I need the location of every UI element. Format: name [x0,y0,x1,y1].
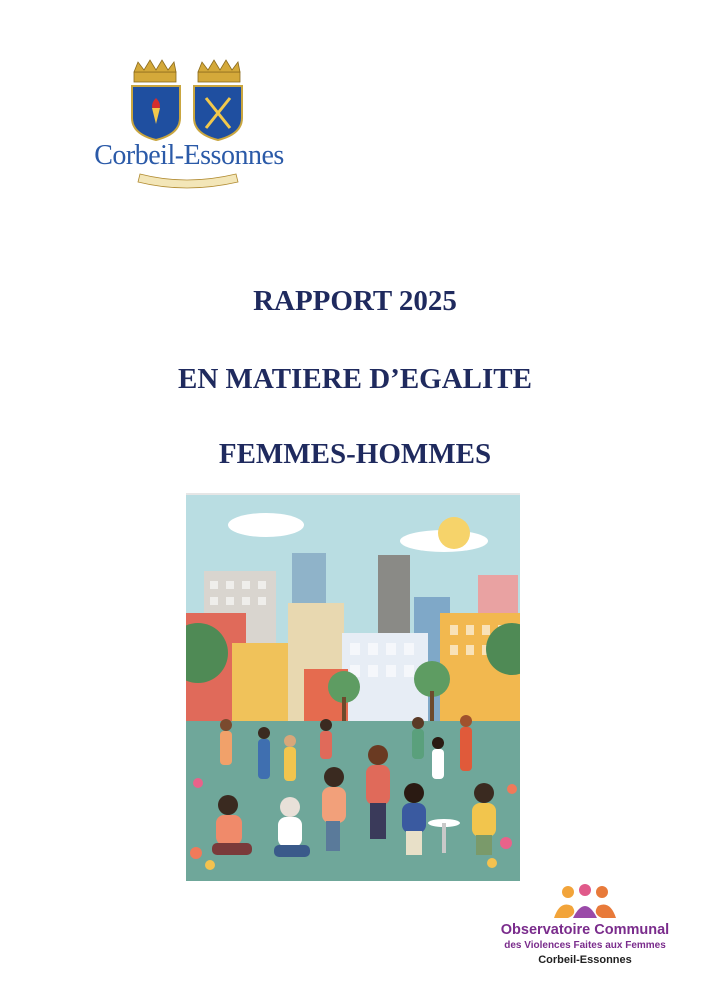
coat-of-arms-icon [86,58,292,194]
title-line-1: RAPPORT 2025 [253,285,457,317]
observatoire-logo [480,884,690,974]
city-crowd-illustration [186,493,520,881]
title-line-3: FEMMES-HOMMES [218,438,492,470]
observatoire-title: Observatoire Communal [500,922,670,938]
cover-illustration [186,493,520,881]
title-line-2: EN MATIERE D’EGALITE [178,363,532,395]
people-circle-icon [480,884,690,922]
city-logo [86,58,292,194]
city-name: Corbeil-Essonnes [94,140,284,171]
observatoire-city: Corbeil-Essonnes [538,954,632,966]
observatoire-subtitle: des Violences Faites aux Femmes [504,940,666,951]
